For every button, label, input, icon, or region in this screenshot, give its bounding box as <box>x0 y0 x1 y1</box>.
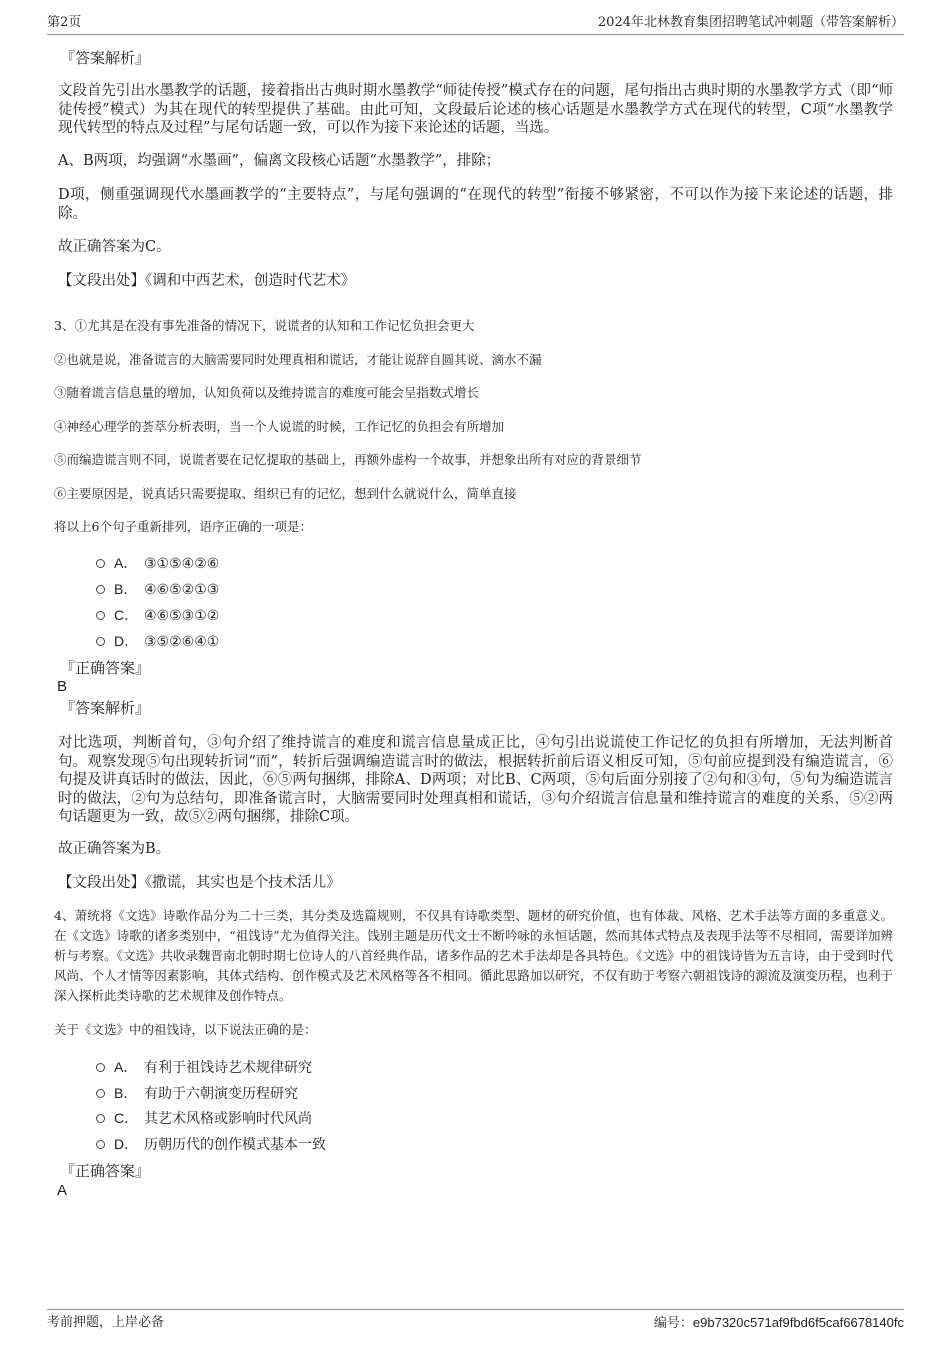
radio-icon[interactable] <box>96 1089 105 1098</box>
q3-sentence-6: ⑥主要原因是，说真话只需要提取、组织已有的记忆，想到什么就说什么，简单直接 <box>54 486 517 501</box>
q3-correct-label: 『正确答案』 <box>60 659 151 677</box>
q4-option-b[interactable]: B． 有助于六朝演变历程研究 <box>96 1083 298 1103</box>
q3-conclusion: 故正确答案为B。 <box>58 841 171 857</box>
radio-icon[interactable] <box>96 637 105 646</box>
q4-option-c[interactable]: C． 其艺术风格或影响时代风尚 <box>96 1108 312 1128</box>
q4-correct-answer: A <box>57 1182 68 1199</box>
q3-sentence-1: 3、①尤其是在没有事先准备的情况下，说谎者的认知和工作记忆负担会更大 <box>54 318 475 333</box>
radio-icon[interactable] <box>96 1114 105 1123</box>
page-footer <box>47 1309 904 1332</box>
q3-source: 【文段出处】《撒谎，其实也是个技术活儿》 <box>58 875 341 891</box>
q2-source: 【文段出处】《调和中西艺术，创造时代艺术》 <box>58 273 356 289</box>
q2-conclusion: 故正确答案为C。 <box>58 239 171 255</box>
q3-analysis: 对比选项，判断首句，③句介绍了维持谎言的难度和谎言信息量成正比，④句引出说谎使工作记忆的负担有所增加，无法判断首句。观察发现⑤句出现转折词“而”，转折后强调编造谎言时的做法，根据转折前后语义相反可知，⑤句前应提到没有编造谎言，⑥句提及讲真话时的做法，因此，⑥⑤两句捆绑，排除A、D两项；对比B、C两项，⑤句后面分别接了②句和③句，⑤句为编造谎言时的做法，②句为总结句，即准备谎言时，大脑需要同时处理真相和谎话，③句介绍谎言信息量和维持谎言的难度的关系，⑤②两句话题更为一致，故⑤②两句捆绑，排除C项。 <box>58 735 893 825</box>
q3-sentence-2: ②也就是说，准备谎言的大脑需要同时处理真相和谎话，才能让说辞自圆其说、滴水不漏 <box>54 352 542 367</box>
q2-analysis-p2: A、B两项，均强调“水墨画”，偏离文段核心话题“水墨教学”，排除； <box>58 153 501 169</box>
q3-correct-answer: B <box>57 678 68 695</box>
q4-option-a[interactable]: A． 有利于祖饯诗艺术规律研究 <box>96 1057 312 1077</box>
page-header <box>47 14 904 35</box>
q3-option-d[interactable]: D． ③⑤②⑥④① <box>96 631 219 651</box>
q3-option-c[interactable]: C． ④⑥⑤③①② <box>96 605 219 625</box>
q4-question: 关于《文选》中的祖饯诗，以下说法正确的是： <box>54 1022 317 1037</box>
radio-icon[interactable] <box>96 559 105 568</box>
radio-icon[interactable] <box>96 611 105 620</box>
document-title: 2024年北林教育集团招聘笔试冲刺题（带答案解析） <box>597 15 904 30</box>
page-number: 第2页 <box>47 15 82 30</box>
q3-question: 将以上6个句子重新排列，语序正确的一项是： <box>54 519 312 534</box>
q2-analysis-p3: D项，侧重强调现代水墨画教学的“主要特点”，与尾句强调的“在现代的转型”衔接不够紧密，不可以作为接下来论述的话题，排除。 <box>58 187 893 222</box>
q4-correct-label: 『正确答案』 <box>60 1162 151 1180</box>
document-code: 编号：e9b7320c571af9fbd6f5caf6678140fc <box>653 1315 904 1330</box>
q2-analysis-p1: 文段首先引出水墨教学的话题，接着指出古典时期水墨教学“师徒传授”模式存在的问题，尾句指出古典时期的水墨教学方式（即“师徒传授”模式）为其在现代的转型提供了基础。由此可知，文段最后论述的核心话题是水墨教学方式在现代的转型，C项“水墨教学现代转型的特点及过程”与尾句话题一致，可以作为接下来论述的话题，当选。 <box>58 83 893 136</box>
q2-analysis-label: 『答案解析』 <box>60 49 151 67</box>
q4-option-d[interactable]: D． 历朝历代的创作模式基本一致 <box>96 1134 326 1154</box>
radio-icon[interactable] <box>96 1063 105 1072</box>
q3-option-b[interactable]: B． ④⑥⑤②①③ <box>96 579 219 599</box>
q3-sentence-5: ⑤而编造谎言则不同，说谎者要在记忆提取的基础上，再额外虚构一个故事，并想象出所有对应的背景细节 <box>54 452 642 467</box>
q3-sentence-3: ③随着谎言信息量的增加，认知负荷以及维持谎言的难度可能会呈指数式增长 <box>54 385 480 400</box>
footer-slogan: 考前押题，上岸必备 <box>47 1315 165 1330</box>
q3-analysis-label: 『答案解析』 <box>60 699 151 717</box>
q4-passage: 4、萧统将《文选》诗歌作品分为二十三类，其分类及选篇规则，不仅具有诗歌类型、题材的研究价值，也有体裁、风格、艺术手法等方面的多重意义。在《文选》诗歌的诸多类别中，“祖饯诗”尤为值得关注。饯别主题是历代文士不断吟咏的永恒话题，然而其体式特点及表现手法等不尽相同，需要详加辨析与考察。《文选》共收录魏晋南北朝时期七位诗人的八首经典作品，诸多作品的艺术手法却是各具特色。《文选》中的祖饯诗皆为五言诗，由于受到时代风尚、个人才情等因素影响，其体式结构、创作模式及艺术风格等各不相同。循此思路加以研究，不仅有助于考察六朝祖饯诗的源流及演变历程，也利于深入探析此类诗歌的艺术规律及创作特点。 <box>54 908 893 1003</box>
q3-sentence-4: ④神经心理学的荟萃分析表明，当一个人说谎的时候，工作记忆的负担会有所增加 <box>54 419 505 434</box>
radio-icon[interactable] <box>96 1140 105 1149</box>
q3-option-a[interactable]: A． ③①⑤④②⑥ <box>96 553 219 573</box>
radio-icon[interactable] <box>96 585 105 594</box>
